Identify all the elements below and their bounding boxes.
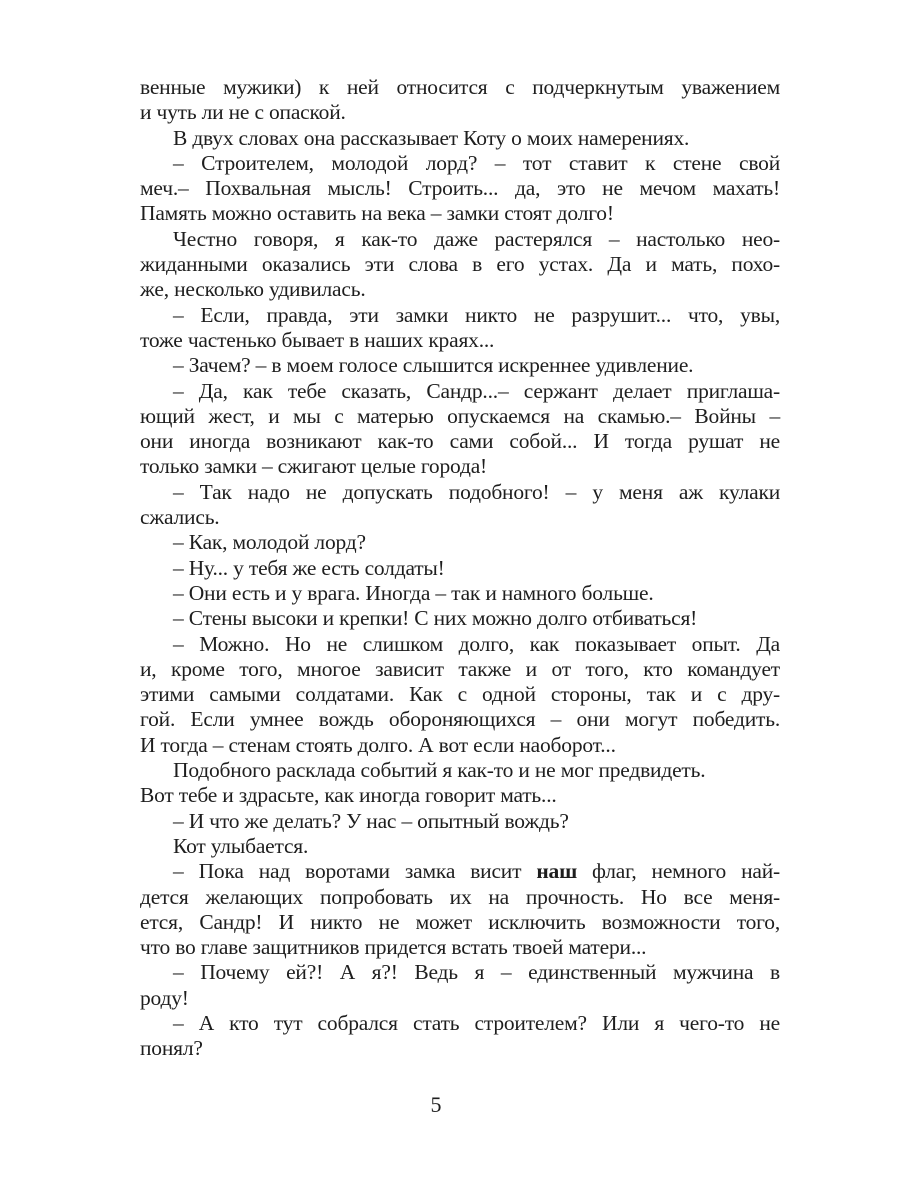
text-line: – А кто тут собрался стать строителем? Или я чего-то не xyxy=(173,1010,780,1035)
text-line: этими самыми солдатами. Как с одной стороны, так и с дру- xyxy=(140,682,780,707)
text-line: венные мужики) к ней относится с подчеркнутым уважением xyxy=(140,75,780,99)
text-line: – Ну... у тебя же есть солдаты! xyxy=(173,555,445,580)
text-line: – Они есть и у врага. Иногда – так и намного больше. xyxy=(173,580,654,605)
text-line: Кот улыбается. xyxy=(173,833,309,858)
text-line: меч.– Похвальная мысль! Строить... да, это не мечом махать! xyxy=(140,176,780,201)
text-line: дется желающих попробовать их на прочность. Но все меня- xyxy=(140,884,780,909)
text-line: понял? xyxy=(140,1036,203,1061)
text-line: – Так надо не допускать подобного! – у меня аж кулаки xyxy=(173,479,780,504)
text-line: сжались. xyxy=(140,505,220,530)
text-line: же, несколько удивилась. xyxy=(140,277,366,302)
text-line: Честно говоря, я как-то даже растерялся – настолько нео- xyxy=(173,226,780,251)
text-line: жиданными оказались эти слова в его устах. Да и мать, похо- xyxy=(140,252,780,277)
text-line xyxy=(140,859,780,884)
text-line: – Зачем? – в моем голосе слышится искреннее удивление. xyxy=(173,353,694,378)
text-line: они иногда возникают как-то сами собой... И тогда рушат не xyxy=(140,429,780,454)
text-line: Память можно оставить на века – замки стоят долго! xyxy=(140,201,614,226)
text-line: гой. Если умнее вождь обороняющихся – они могут победить. xyxy=(140,707,780,732)
text-line: – Как, молодой лорд? xyxy=(173,530,366,555)
text-segment: – Пока над воротами замка висит xyxy=(173,859,537,884)
text-line: роду! xyxy=(140,985,189,1010)
text-line: – Стены высоки и крепки! С них можно долго отбиваться! xyxy=(173,606,698,631)
bold-word: наш xyxy=(536,859,578,884)
text-line: только замки – сжигают целые города! xyxy=(140,454,487,479)
text-line: Вот тебе и здрасьте, как иногда говорит мать... xyxy=(140,783,557,808)
text-line: и чуть ли не с опаской. xyxy=(140,100,346,125)
text-line: тоже частенько бывает в наших краях... xyxy=(140,327,495,352)
text-segment: флаг, немного най- xyxy=(577,859,781,884)
page-number: 5 xyxy=(430,1092,442,1117)
text-line: – Да, как тебе сказать, Сандр...– сержант делает приглаша- xyxy=(173,378,780,403)
text-line: – И что же делать? У нас – опытный вождь? xyxy=(173,808,569,833)
text-line: и, кроме того, многое зависит также и от того, кто командует xyxy=(140,656,780,681)
text-line: – Если, правда, эти замки никто не разрушит... что, увы, xyxy=(173,302,780,327)
text-line: Подобного расклада событий я как-то и не мог предвидеть. xyxy=(173,758,706,783)
text-line: В двух словах она рассказывает Коту о моих намерениях. xyxy=(173,125,690,150)
text-line: что во главе защитников придется встать твоей матери... xyxy=(140,935,647,960)
text-line: – Почему ей?! А я?! Ведь я – единственный мужчина в xyxy=(173,960,780,985)
text-line: – Можно. Но не слишком долго, как показывает опыт. Да xyxy=(173,631,780,656)
text-line: ющий жест, и мы с матерью опускаемся на скамью.– Войны – xyxy=(140,403,780,428)
text-line: И тогда – стенам стоять долго. А вот если наоборот... xyxy=(140,732,616,757)
text-line: – Строителем, молодой лорд? – тот ставит к стене свой xyxy=(173,150,780,175)
text-line: ется, Сандр! И никто не может исключить возможности того, xyxy=(140,909,780,934)
book-page-text xyxy=(140,75,780,1062)
